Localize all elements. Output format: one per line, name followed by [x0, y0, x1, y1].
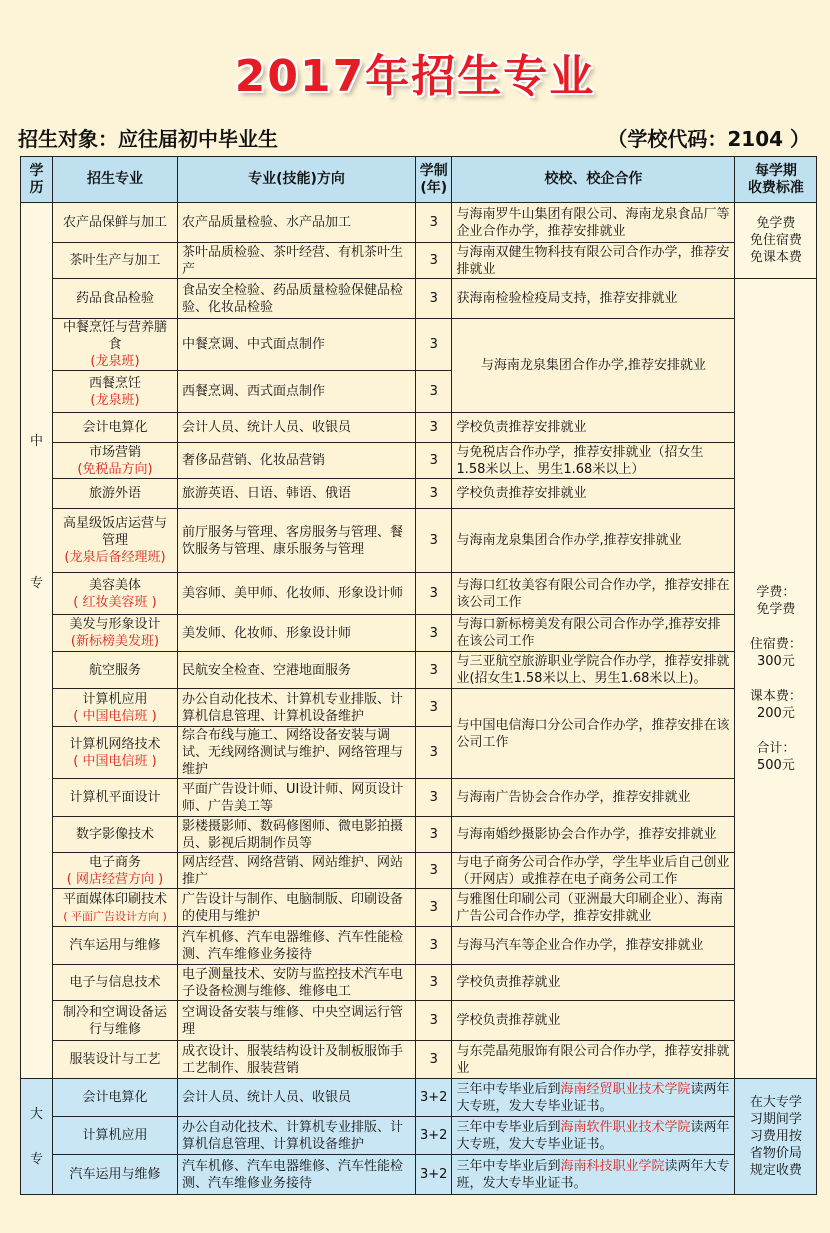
major-cell	[53, 965, 178, 1001]
table-row	[21, 1155, 817, 1195]
direction-cell: 成衣设计、服装结构设计及制板服饰手工艺制作、服装营销	[178, 1041, 416, 1079]
major-class-tag: ( 中国电信班 )	[73, 708, 157, 724]
fee-dorm-value: 300元	[757, 653, 795, 669]
coop-cell	[452, 1155, 735, 1195]
majors-table	[20, 156, 817, 1195]
direction-cell: 农产品质量检验、水产品加工	[178, 203, 416, 243]
major-name: 药品食品检验	[75, 291, 154, 306]
direction-cell: 电子测量技术、安防与监控技术汽车电子设备检测与维修、维修电工	[178, 965, 416, 1001]
fee-dorm-label: 住宿费：	[749, 636, 802, 652]
major-cell	[53, 727, 178, 779]
direction-cell: 办公自动化技术、计算机专业排版、计算机信息管理、计算机设备维护	[178, 689, 416, 727]
major-cell: 计算机应用	[53, 1117, 178, 1155]
major-cell	[53, 927, 178, 965]
years-cell: 3	[416, 1001, 452, 1041]
coop-cell: 与海口新标榜美发有限公司合作办学,推荐安排在该公司工作	[452, 615, 735, 652]
coop-text-post: 读两年大专班，发大专毕业证书。	[456, 1081, 730, 1114]
major-class-tag: (龙泉班)	[90, 392, 140, 408]
table-row	[21, 319, 817, 371]
direction-cell: 美发师、化妆师、形象设计师	[178, 615, 416, 652]
major-name: 电子商务	[88, 854, 141, 870]
direction-cell: 网店经营、网络营销、网站维护、网站推广	[178, 853, 416, 889]
coop-cell: 获海南检验检疫局支持，推荐安排就业	[452, 279, 735, 319]
coop-cell: 学校负责推荐就业	[452, 1001, 735, 1041]
major-cell	[53, 1001, 178, 1041]
years-cell: 3	[416, 927, 452, 965]
years-cell: 3	[416, 1041, 452, 1079]
major-cell	[53, 203, 178, 243]
major-name: 茶叶生产与加工	[69, 253, 161, 268]
major-name: 数字影像技术	[75, 827, 154, 842]
major-name: 市场营销	[88, 444, 141, 460]
coop-text-post: 读两年大专班，发大专毕业证书。	[456, 1119, 730, 1152]
fee-cell-standard	[735, 279, 817, 1079]
table-row	[21, 573, 817, 615]
coop-cell: 学校负责推荐就业	[452, 965, 735, 1001]
major-name: 制冷和空调设备运行与维修	[62, 1004, 167, 1037]
major-name: 会计电算化	[82, 420, 148, 435]
major-cell	[53, 279, 178, 319]
direction-cell: 汽车机修、汽车电器维修、汽车性能检测、汽车维修业务接待	[178, 1155, 416, 1195]
table-row	[21, 443, 817, 479]
major-cell	[53, 1041, 178, 1079]
coop-cell	[452, 1079, 735, 1117]
direction-cell: 空调设备安装与维修、中央空调运行管理	[178, 1001, 416, 1041]
fee-cell-dazhuan: 在大专学习期间学习费用按省物价局规定收费	[735, 1079, 817, 1195]
major-name: 航空服务	[88, 662, 141, 678]
years-cell: 3+2	[416, 1155, 452, 1195]
table-row	[21, 689, 817, 727]
table-row	[21, 615, 817, 652]
header-years: 学制 (年)	[416, 157, 452, 203]
table-row	[21, 779, 817, 817]
coop-cell: 与海南婚纱摄影协会合作办学，推荐安排就业	[452, 817, 735, 853]
years-cell: 3	[416, 689, 452, 727]
fee-tuition-label: 学费：	[756, 584, 796, 600]
major-cell	[53, 779, 178, 817]
major-name: 计算机应用	[82, 691, 148, 707]
coop-cell: 与电子商务公司合作办学，学生毕业后自己创业（开网店）或推荐在电子商务公司工作	[452, 853, 735, 889]
major-cell	[53, 573, 178, 615]
table-row	[21, 413, 817, 443]
table-row	[21, 853, 817, 889]
table-row	[21, 652, 817, 689]
major-cell	[53, 689, 178, 727]
direction-cell: 中餐烹调、中式面点制作	[178, 319, 416, 371]
years-cell: 3	[416, 853, 452, 889]
major-class-tag: (龙泉后备经理班)	[64, 550, 166, 565]
major-name: 电子与信息技术	[69, 975, 161, 990]
major-name: 高星级饭店运营与管理	[62, 516, 167, 548]
fee-cell-free	[735, 203, 817, 279]
table-row	[21, 279, 817, 319]
coop-cell: 与海口红妆美容有限公司合作办学，推荐安排在该公司工作	[452, 573, 735, 615]
major-cell	[53, 413, 178, 443]
major-name: 旅游外语	[88, 486, 141, 501]
coop-cell: 与海南广告协会合作办学，推荐安排就业	[452, 779, 735, 817]
major-class-tag: (新标榜美发班)	[70, 634, 160, 649]
major-cell	[53, 243, 178, 279]
years-cell: 3	[416, 509, 452, 573]
direction-cell: 会计人员、统计人员、收银员	[178, 1079, 416, 1117]
level-label-bottom: 专	[29, 1151, 43, 1167]
major-name: 美发与形象设计	[69, 617, 161, 632]
fee-total-value: 500元	[757, 757, 795, 773]
header-direction: 专业(技能)方向	[178, 157, 416, 203]
major-class-tag: (免税品方向)	[77, 461, 153, 477]
level-label-top: 大	[29, 1106, 43, 1122]
major-cell	[53, 443, 178, 479]
direction-cell: 民航安全检查、空港地面服务	[178, 652, 416, 689]
coop-cell: 学校负责推荐安排就业	[452, 479, 735, 509]
coop-cell: 与雅图仕印刷公司（亚洲最大印刷企业）、海南广告公司合作办学，推荐安排就业	[452, 889, 735, 927]
major-name: 汽车运用与维修	[69, 938, 161, 953]
major-cell	[53, 889, 178, 927]
header-major: 招生专业	[53, 157, 178, 203]
fee-book-label: 课本费：	[749, 688, 802, 704]
direction-cell: 广告设计与制作、电脑制版、印刷设备的使用与维护	[178, 889, 416, 927]
coop-text-pre: 三年中专毕业后到	[456, 1119, 561, 1135]
major-name: 中餐烹饪与营养膳食	[62, 320, 167, 352]
direction-cell: 美容师、美甲师、化妆师、形象设计师	[178, 573, 416, 615]
major-name: 计算机平面设计	[69, 790, 161, 805]
major-cell	[53, 615, 178, 652]
major-cell: 会计电算化	[53, 1079, 178, 1117]
page-title: 2017年招生专业	[234, 51, 596, 102]
coop-college-name: 海南经贸职业技术学院	[560, 1081, 691, 1097]
coop-cell: 与海南龙泉集团合作办学,推荐安排就业	[452, 319, 735, 413]
years-cell: 3	[416, 817, 452, 853]
enrollment-target: 招生对象：应往届初中毕业生	[18, 127, 278, 151]
header-coop: 校校、校企合作	[452, 157, 735, 203]
coop-cell: 学校负责推荐安排就业	[452, 413, 735, 443]
table-row	[21, 1041, 817, 1079]
years-cell: 3	[416, 615, 452, 652]
major-name: 计算机网络技术	[69, 736, 161, 752]
coop-cell: 与海南龙泉集团合作办学,推荐安排就业	[452, 509, 735, 573]
direction-cell: 奢侈品营销、化妆品营销	[178, 443, 416, 479]
years-cell: 3	[416, 371, 452, 413]
direction-cell: 综合布线与施工、网络设备安装与调试、无线网络测试与维护、网络管理与维护	[178, 727, 416, 779]
years-cell: 3	[416, 727, 452, 779]
direction-cell: 前厅服务与管理、客房服务与管理、餐饮服务与管理、康乐服务与管理	[178, 509, 416, 573]
table-header-row	[21, 157, 817, 203]
major-class-tag: ( 平面广告设计方向 )	[63, 909, 167, 923]
level-label-top: 中	[29, 434, 43, 449]
coop-cell	[452, 1117, 735, 1155]
table-row	[21, 889, 817, 927]
coop-cell: 与东莞晶苑服饰有限公司合作办学，推荐安排就业	[452, 1041, 735, 1079]
major-cell	[53, 652, 178, 689]
major-cell	[53, 319, 178, 371]
coop-text-pre: 三年中专毕业后到	[456, 1158, 561, 1174]
table-row	[21, 965, 817, 1001]
years-cell: 3	[416, 573, 452, 615]
table-row	[21, 1079, 817, 1117]
major-class-tag: (龙泉班)	[90, 354, 140, 369]
years-cell: 3	[416, 889, 452, 927]
table-row	[21, 927, 817, 965]
coop-college-name: 海南科技职业学院	[560, 1158, 665, 1174]
major-name: 西餐烹饪	[88, 375, 141, 391]
header-level: 学历	[21, 157, 53, 203]
table-row	[21, 1001, 817, 1041]
direction-cell: 西餐烹调、西式面点制作	[178, 371, 416, 413]
years-cell: 3	[416, 203, 452, 243]
table-row	[21, 817, 817, 853]
years-cell: 3	[416, 279, 452, 319]
level-label-bottom: 专	[29, 576, 43, 591]
years-cell: 3	[416, 652, 452, 689]
fee-item: 免课本费	[749, 250, 802, 265]
fee-item: 免学费	[756, 216, 796, 231]
years-cell: 3	[416, 413, 452, 443]
major-name: 美容美体	[88, 577, 141, 593]
years-cell: 3	[416, 965, 452, 1001]
major-class-tag: ( 网店经营方向 )	[66, 871, 164, 887]
years-cell: 3	[416, 479, 452, 509]
table-row	[21, 479, 817, 509]
direction-cell: 茶叶品质检验、茶叶经营、有机茶叶生产	[178, 243, 416, 279]
years-cell: 3	[416, 319, 452, 371]
fee-tuition-value: 免学费	[756, 601, 796, 617]
coop-cell: 与海南双健生物科技有限公司合作办学，推荐安排就业	[452, 243, 735, 279]
years-cell: 3+2	[416, 1079, 452, 1117]
major-class-tag: ( 红妆美容班 )	[73, 594, 157, 610]
coop-text-pre: 三年中专毕业后到	[456, 1081, 561, 1097]
fee-total-label: 合计：	[756, 740, 796, 756]
coop-cell: 与三亚航空旅游职业学院合作办学，推荐安排就业(招女生1.58米以上、男生1.68米以上)。	[452, 652, 735, 689]
direction-cell: 汽车机修、汽车电器维修、汽车性能检测、汽车维修业务接待	[178, 927, 416, 965]
direction-cell: 影楼摄影师、数码修图师、微电影拍摄员、影视后期制作员等	[178, 817, 416, 853]
fee-item: 免住宿费	[749, 233, 802, 248]
major-name: 农产品保鲜与加工	[62, 215, 167, 230]
fee-book-value: 200元	[757, 705, 795, 721]
coop-cell: 与海南罗牛山集团有限公司、海南龙泉食品厂等企业合作办学，推荐安排就业	[452, 203, 735, 243]
major-name: 服装设计与工艺	[69, 1052, 161, 1067]
major-cell	[53, 371, 178, 413]
direction-cell: 旅游英语、日语、韩语、俄语	[178, 479, 416, 509]
direction-cell: 平面广告设计师、UI设计师、网页设计师、广告美工等	[178, 779, 416, 817]
direction-cell: 食品安全检验、药品质量检验保健品检验、化妆品检验	[178, 279, 416, 319]
table-row	[21, 203, 817, 243]
years-cell: 3	[416, 243, 452, 279]
years-cell: 3	[416, 779, 452, 817]
major-name: 平面媒体印刷技术	[62, 891, 167, 907]
level-cell-zhongzhuan	[21, 203, 53, 1079]
direction-cell: 会计人员、统计人员、收银员	[178, 413, 416, 443]
header-fee: 每学期 收费标准	[735, 157, 817, 203]
level-cell-dazhuan	[21, 1079, 53, 1195]
table-row	[21, 1117, 817, 1155]
major-class-tag: ( 中国电信班 )	[73, 753, 157, 769]
major-cell	[53, 479, 178, 509]
coop-cell: 与免税店合作办学，推荐安排就业（招女生1.58米以上、男生1.68米以上）	[452, 443, 735, 479]
school-code: （学校代码：2104 ）	[607, 127, 810, 151]
major-cell	[53, 509, 178, 573]
coop-text-post: 读两年大专班，发大专毕业证书。	[456, 1158, 730, 1191]
table-row	[21, 509, 817, 573]
major-cell: 汽车运用与维修	[53, 1155, 178, 1195]
table-row	[21, 243, 817, 279]
coop-cell: 与中国电信海口分公司合作办学，推荐安排在该公司工作	[452, 689, 735, 779]
major-cell	[53, 817, 178, 853]
years-cell: 3+2	[416, 1117, 452, 1155]
coop-cell: 与海马汽车等企业合作办学，推荐安排就业	[452, 927, 735, 965]
major-cell	[53, 853, 178, 889]
coop-college-name: 海南软件职业技术学院	[560, 1119, 691, 1135]
direction-cell: 办公自动化技术、计算机专业排版、计算机信息管理、计算机设备维护	[178, 1117, 416, 1155]
years-cell: 3	[416, 443, 452, 479]
